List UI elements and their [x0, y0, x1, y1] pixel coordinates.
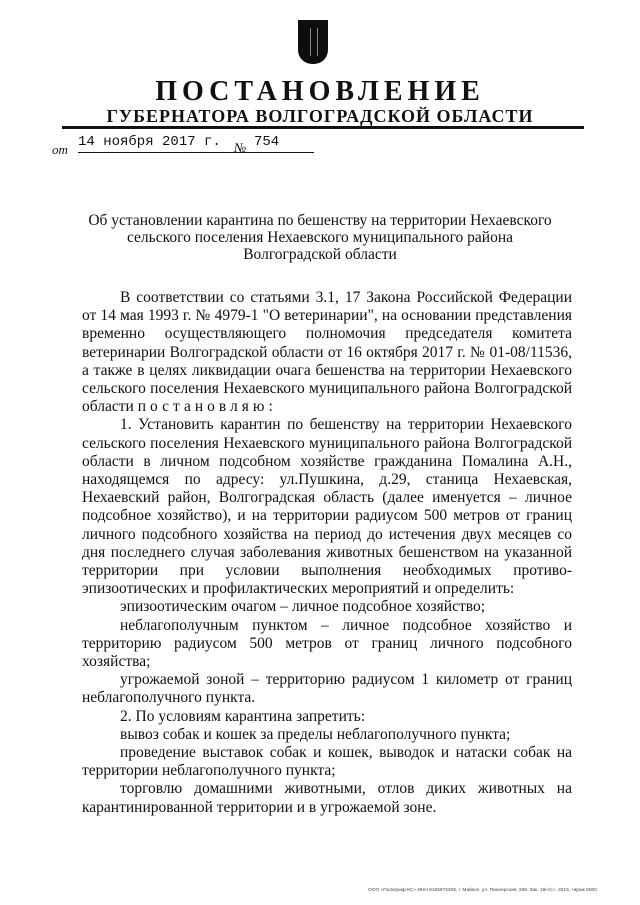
document-subtitle: ГУБЕРНАТОРА ВОЛГОГРАДСКОЙ ОБЛАСТИ: [106, 106, 534, 126]
ban-export-paragraph: вывоз собак и кошек за пределы неблагополучного пункта;: [120, 725, 511, 743]
clause-2-paragraph: 2. По условиям карантина запретить:: [120, 707, 366, 725]
clause-1-paragraph: 1. Установить карантин по бешенству на территории Нехаевского сельского поселения Нехаевского муниципального района Волгоградской области в личном подсобном хозяйстве гражданина Помалина А.Н., находящемся по адресу: ул.Пушкина, д.29, станица Нехаевская, Нехаевский район, Волгоградская область (далее именуется – личное подсобное хозяйство), и на территории радиусом 500 метров от границ личного подсобного хозяйства на период до истечения двух месяцев со дня последнего случая заболевания животных бешенством на указанной территории при условии выполнения необходимых противо-эпизоотических и профилактических мероприятий и определить:: [82, 416, 572, 598]
document-subject: [60, 212, 580, 263]
emblem-detail: [310, 28, 318, 56]
ban-exhibitions-paragraph: проведение выставок собак и кошек, выводок и натаски собак на территории неблагополучного пункта;: [82, 744, 572, 780]
number-prefix: №: [234, 140, 247, 155]
document-body: [82, 289, 572, 817]
document-number: 754: [254, 134, 314, 153]
header-divider: [62, 126, 584, 129]
unfavorable-point-paragraph: неблагополучным пунктом – личное подсобное хозяйство и территорию радиусом 500 метров от границ личного подсобного хозяйства;: [82, 616, 572, 671]
subject-line-3: Волгоградской области: [243, 246, 397, 263]
coat-of-arms-emblem: [298, 20, 328, 64]
date-prefix: от: [52, 142, 68, 157]
document-title: ПОСТАНОВЛЕНИЕ: [155, 76, 485, 107]
date-number-line: [52, 134, 352, 158]
epizootic-focus-paragraph: эпизоотическим очагом – личное подсобное хозяйство;: [120, 598, 486, 616]
document-date: 14 ноября 2017 г.: [78, 134, 266, 153]
decree-word: постановляю:: [137, 398, 277, 416]
threatened-zone-paragraph: угрожаемой зоной – территорию радиусом 1 километр от границ неблагополучного пункта.: [82, 671, 572, 707]
subject-line-1: Об установлении карантина по бешенству на территории Нехаевского: [88, 212, 552, 229]
ban-trade-paragraph: торговлю домашними животными, отлов диких животных на карантинированной территории и в угрожаемой зоне.: [82, 780, 572, 816]
subject-line-2: сельского поселения Нехаевского муниципального района: [126, 229, 514, 246]
preamble-paragraph: [82, 289, 572, 416]
preamble-text: В соответствии со статьями 3.1, 17 Закона Российской Федерации от 14 мая 1993 г. № 4979-1 "О ветеринарии", на основании представления временно осуществляющего полномочия председателя комитета ветеринарии Волгоградской области от 16 октября 2017 г. № 01-08/11536, а также в целях ликвидации очага бешенства на территории Нехаевского сельского поселения Нехаевского муниципального района Волгоградской области: [82, 289, 572, 416]
printer-imprint: ООО «Полиграф-КС» ИНН 6165972309, г. Майкоп, ул. Пионерская, 268. Зак. 19/«С», 2015, тираж 5000: [368, 888, 597, 893]
